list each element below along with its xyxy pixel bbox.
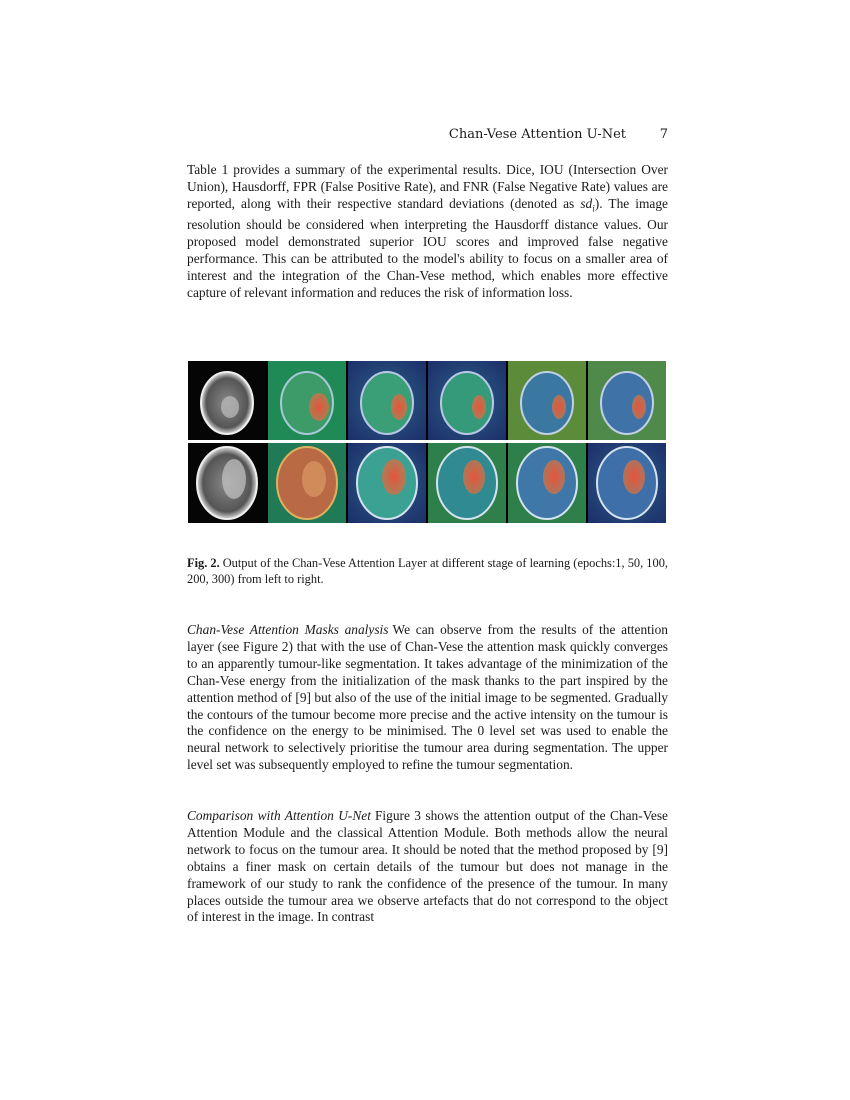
attention-figure [188, 361, 666, 523]
sd-subscript: i [592, 203, 595, 214]
row-2 [188, 443, 666, 523]
figure-caption [187, 555, 668, 587]
figure-label: Fig. 2. [187, 556, 220, 570]
results-paragraph [187, 162, 668, 302]
comparison-body: Figure 3 shows the attention output of the Chan-Vese Attention Module and the classical Attention Module. Both methods allow the neural network to focus on the tumour area. It should be noted that the method proposed by [9] obtains a finer mask on certain details of the tumour but does not manage in the framework of our study to rank the confidence of the presence of the tumour. In many places outside the tumour area we observe artefacts that do not correspond to the object of interest in the image. In contrast [187, 808, 668, 925]
row-1 [188, 361, 666, 440]
page-header [187, 127, 668, 145]
results-paragraph-tail: ). The image resolution should be considered when interpreting the Hausdorff distance values. Our proposed model demonstrated superior IOU scores and improved false negative performance. This can be attributed to the model's ability to focus on a smaller area of interest and the integration of the Chan-Vese method, which enables more effective capture of relevant information and reduces the risk of information loss. [187, 195, 668, 301]
figure-caption-text: Output of the Chan-Vese Attention Layer at different stage of learning (epochs:1, 50, 100, 200, 300) from left to right. [187, 556, 668, 586]
comparison-paragraph [187, 808, 668, 926]
sd-symbol: sd [580, 195, 593, 211]
masks-analysis-paragraph [187, 622, 668, 774]
masks-analysis-body: We can observe from the results of the attention layer (see Figure 2) that with the use of Chan-Vese the attention mask quickly converges to an apparently tumour-like segmentation. It takes advantage of the minimization of the Chan-Vese energy from the initialization of the mask thanks to the part inspired by the attention method of [9] but also of the use of the initial image to be segmented. Gradually the contours of the tumour become more precise and the active intensity on the tumour is the confidence on the energy to be minimised. The 0 level set was used to enable the neural network to selectively prioritise the tumour area during segmentation. The upper level set was subsequently employed to refine the tumour segmentation. [187, 622, 668, 773]
masks-analysis-heading: Chan-Vese Attention Masks analysis [187, 622, 389, 637]
results-paragraph-lead: Table 1 provides a summary of the experimental results. Dice, IOU (Intersection Over Union), Hausdorff, FPR (False Positive Rate), and FNR (False Negative Rate) values are reported, along with their respective standard deviations (denoted as [187, 162, 668, 211]
page-number: 7 [659, 127, 668, 142]
comparison-heading: Comparison with Attention U-Net [187, 808, 371, 823]
running-title: Chan-Vese Attention U-Net [448, 127, 626, 142]
